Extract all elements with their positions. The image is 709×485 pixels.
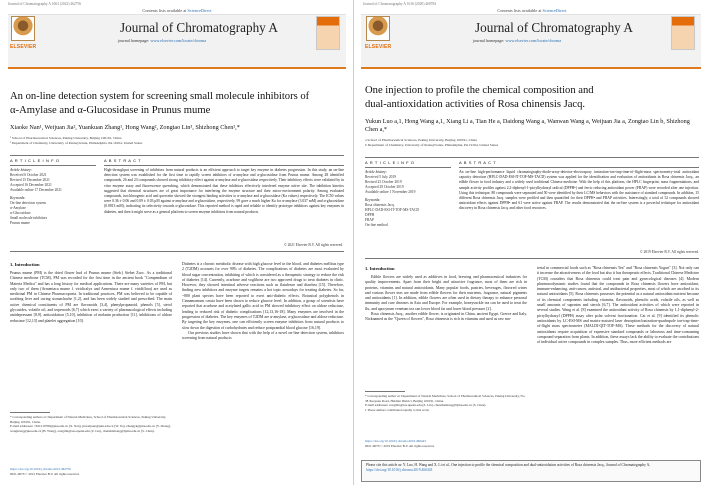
doi-link[interactable]: https://doi.org/10.1016/j.chroma.2019.460443 [365,439,426,443]
abstract-text: High-throughput screening of inhibitors from natural products is an efficient approach to target key enzyme in diabetes progression. In this study, an on-line detection system was established for the first time to rapidly screen inhibitors of α-amylase and α-glucosidase from Prunus mume. Among 28 identified compounds, 26 and 23 compounds showed strong inhibitory effect against α-amylase and α-glucosidase respectively. Their inhibitory effects were validated by in vitro enzyme assay and fluorescence quenching, which demonstrated that these inhibitors effectively interfered enzyme active site. The inhibition kinetics suggested that chemical structures are of great importance for interfering the enzyme structure and their micro-environment polarity. Among evaluated compounds, isochlorogenic acid and quercetin showed the strongest binding activities to α-amylase and α-glucosidase (Ka values) respectively. The IC50 values were 0.36 ± 0.06 and 0.09 ± 0.03 μM against α-amylase and α-glucosidase, respectively, 99 gave a much higher Ka for α-amylase (3.037 mM) and α-glucosidase (0.0813 mM), indicating its selectivity towards α-glucosidase. This reported method is rapid and reliable to identify prototype inhibitors against key enzymes in diabetes, and then it might serve as a general platform to screen enzyme inhibitors from natural products. [104,168,344,214]
journal-name: Journal of Chromatography A [475,20,633,35]
copyright: © 2021 Elsevier B.V. All rights reserved. [283,243,343,247]
elsevier-logo [365,16,391,50]
abstract-heading: A B S T R A C T [104,158,142,163]
article-title: One injection to profile the chemical composition and dual-antioxidation activities of Rosa chinensis Jacq. [365,85,594,110]
intro-column-2: Diabetes is a chronic metabolic disease with high glucose level in the blood, and diabetes mellitus type 2 (T2DM) accounts for over 90% of diabetes. The complications of diabetes are most evaluated by blood sugar concentration, inhibiting of which is considered as a therapeutic strategy to reduce the risk of diabetes [14]. Currently, acarbose and voglibose are two approved drugs to treat diabetes in clinic. However, they showed intestinal adverse reactions such as flatulence and diarrhea [15]. Therefore, finding new inhibitors and enzyme targets remains a hot topic nowadays for treating diabetes. So far, ~800 plant species have been reported to exert anti-diabetic effects. Botanical polyphenols in Cinnamomum cassia have been shown to reduce glucose level. In addition, a group of scientists have reported that acarbose and acetylated gallic acid in PM showed inhibitory effect on aldose reductase, leading to reduced risk of diabetic complications [12,13,16-18]. Many enzymes are involved in the progression of diabetes. The key enzymes of T2DM are α-amylase, α-glucosidase and aldose reductase. By targeting the key enzymes, one can efficiently screen enzyme inhibitors from natural products to slow down the digestion of carbohydrates and reduce postprandial blood glucose [16,19]. Our previous studies have shown that with the help of a novel on-line detection system, inhibitors screening from natural products [182,262,344,341]
journal-homepage-link[interactable]: www.elsevier.com/locate/chroma [505,38,562,43]
doi-footer: https://doi.org/10.1016/j.chroma.2019.460443 0021-9673/© 2019 Elsevier B.V. All rights reserved. [365,439,435,448]
author-list: Yukun Luo a,1, Hong Wang a,1, Xiang Li a, Tian He a, Daidong Wang a, Wanwan Wang a, Weijuan Jia a, Zongtao Lin b, Shizhong Chen a,* [365,118,690,133]
article-info: Article history: Received 5 July 2019 Revised 23 October 2019 Accepted 29 October 2019 Available online 1 November 2019 Keywords: Rosa chinensis Jacq. HPLC-DAD-ESI-IT-TOF-MS-TACD DPPH FRAP On-line method [365,170,420,227]
divider [365,167,451,168]
section-heading: 1. Introduction [10,262,40,267]
divider [365,157,699,158]
doi-link[interactable]: https://doi.org/10.1016/j.chroma.2021.462756 [10,467,71,471]
elsevier-tree-icon [11,16,35,41]
elsevier-tree-icon [366,16,390,41]
abstract-text: An on-line high-performance liquid chromatography-diode-array-detector-electrospray ionization-ion-trap-time-of-flight-mass spectrometry-total antioxidant capacity detection (HPLC-DAD-ESI-IT-TOF-MS-TACD) system was applied for the identification and evaluation of antioxidants in Rosa chinensis Jacq., an edible flower in food industry and a widely used traditional Chinese medicine. With the help of this platform, the HPLC fingerprint, mass fragmentations, and sample activity profiles against 2,2-diphenyl-1-picrylhydrazyl radical (DPPH•) and ferric reducing antioxidant power (FRAP) were recorded after one injection. Using this technique, 80 compounds were separated and 50 were identified by their LC/MS behaviors with the assistance of standard compounds. In addition, 15 different Rosa chinensis Jacq. samples were profiled and then quantified for their DPPH• and FRAP activities. Interestingly, a total of 52 compounds showed antioxidant effects against DPPH• and 61 were active against FRAP. The results demonstrated that the on-line system is a powerful technique for antioxidant discovery in Rosa chinensis Jacq. and other food resources. [459,170,699,211]
left-paper-page [0,0,354,485]
affiliations: ¹ School of Pharmaceutical Sciences, Peking University, Beijing 100191, China ² Department of Chemistry, University of Pennsylvania, Philadelphia, PA 19104, United States [10,136,143,145]
journal-homepage: journal homepage: www.elsevier.com/locate/chroma [118,38,207,43]
divider [104,165,344,166]
publisher-name: ELSEVIER [10,44,37,50]
footnotes: * Corresponding authors at: Department of Natural Medicines, School of Pharmaceutical Sciences, Peking University, Beijing 100191, China. E-mail addresses: 1811210780@pku.edu.cn (X. Nan), jiaweijuan@pku.edu.cn (W. Jia), zhangyk@pku.edu.cn (Y. Zhang), wanghong@pku.edu.cn (H. Wang), zongtlin@sas.upenn.edu (Z. Lin), chenshizhong@bjmu.edu.cn (S. Chen). [10,415,171,433]
citation-box: Please cite this article as: Y. Luo, H. Wang and X. Li et al., One injection to profile the chemical composition and dual-antioxidation activities of Rosa chinensis Jacq., Journal of Chromatography A, https://doi.org/10.1016/j.chroma.2019.460443 [361,460,701,482]
doi-footer: https://doi.org/10.1016/j.chroma.2021.462756 0021-9673/© 2021 Elsevier B.V. All rights reserved. [10,467,80,476]
journal-cover-thumbnail [671,16,695,50]
footnote-rule [365,391,405,392]
journal-cover-thumbnail [316,16,340,50]
intro-column-1: Prunus mume (PM) is the dried flower bud of Prunus mume (Sieb.) Siebet Zucc. As a traditional Chinese medicine (TCM), PM was recorded for the first time in the ancient book "Compendium of Materia Medica" and has a long history for medical applications. There are many varieties of PM, but only two of them (Armeniaca mume f. viridicalyx and Armeniaca mume f. viridiflora) are used as medicinal PM in Chinese Pharmacopoeia. In traditional practices, PM was believed to be capable of soothing liver and curing stomachache [1,2], and has been widely studied and prescribed. The main active chemical constituents of PM are flavonoids [3,4], phenylpropanoid, phenols [5], sterol glycosides, volatile oil, and terpenoids [6,7] which exert a variety of pharmacological effects including antidepressant [8,9], antioxidation [5,10], inhibition of melanin production [11], inhibitions of aldose reductase [12,13] and platelet aggregation [10]. [10,271,172,323]
article-title: An on-line detection system for screening small molecule inhibitors of α-Amylase and α-Glucosidase in Prunus mume [10,91,310,116]
contents-line: Contents lists available at ScienceDirect [497,8,567,13]
intro-column-1: Edible flowers are widely used as additives in food, brewing and pharmaceutical industries for quality improvements. Apart from their bright and attractive fragrance, most of them are rich in proteins, vitamins and natural antioxidants. Many popular foods, pastries, beverages, flavored wines and various flower teas are made from edible flowers for their nutrients, fragrance, natural pigments and antioxidants [1]. In addition, edible flowers are often used in dietary therapy to enhance personal immunity and cure diseases in Asia and Europe. For example, honeysuckle tea can be used to treat the flu, and apocynum venetum tea can lower blood fat and lower blood pressure [2]. Rosa chinensis Jacq., another edible flower, is originated in China, ancient Egypt, Greece and Italy. Nicknamed as the "Queen of flowers", Rosa chinensis is rich in vitamins and used as raw ma- [365,275,527,322]
publisher-name: ELSEVIER [365,44,392,50]
sciencedirect-link[interactable]: ScienceDirect [542,8,567,13]
divider [10,165,96,166]
journal-reference: Journal of Chromatography A 1616 (2020) 460784 [363,2,437,6]
journal-reference: Journal of Chromatography A 1663 (2022) 462756 [8,2,82,6]
article-info-heading: A R T I C L E I N F O [365,160,415,165]
divider [10,251,344,252]
divider [10,155,344,156]
journal-homepage: journal homepage: www.elsevier.com/locate/chroma [473,38,562,43]
divider [459,167,699,168]
journal-homepage-link[interactable]: www.elsevier.com/locate/chroma [150,38,207,43]
section-heading: 1. Introduction [365,266,395,271]
article-info: Article history: Received 6 October 2021 Revised 15 December 2021 Accepted 16 December 2021 Available online 17 December 2021 Keywords: On-line detection system α-Amylase α-Glucosidase Small molecule inhibitors Prunus mume [10,168,62,225]
elsevier-logo [10,16,36,50]
journal-name: Journal of Chromatography A [120,20,278,35]
footnotes: * Corresponding author at: Department of Natural Medicines, School of Pharmaceutical Sciences, Peking University, No. 38 Xueyuan Road, Haidian District, Beijing 100191, China. E-mail addresses: zongtlin@sas.upenn.edu (Z. Lin), chenshizhong@bjmu.edu.cn (S. Chen). 1 These authors contributed equally to this work. [365,394,526,412]
right-paper-page [355,0,709,485]
citation-doi-link[interactable]: https://doi.org/10.1016/j.chroma.2019.460443 [366,468,433,472]
intro-column-2: terial in commercial foods such as "Rosa chinensis Tea" and "Rosa chinensis Yogurt" [3]. Not only can it increase the attractiveness of the food but also it has therapeutic effects. Traditional Chinese Medicine (TCM) considers that Rosa chinensis could treat pain and gynecological diseases [4]. Modern pharmacodynamic studies found that the compounds in Rosa chinensis flowers have antioxidant, immune-enhancing, anti-cancer, antiviral, and antibacterial properties, most of which are ascribed to its natural antioxidants [5]. Rosa chinensis possesses the potential as a natural antioxidant nutrient because of its chemical components including vitamins, flavonoids, phenolic acids, volatile oils, as well as small amounts of saponins and sterols [6,7]. The antioxidant activities of which were reported in several studies. Wang et al. [8] examined the antioxidant activity of Rosa chinensis by 1,1-diphenyl-2-picrylhydrazyl (DPPH) assay after polar solvent fractionation. Cai et al. [9] identified its phenolic antioxidants by LC-ESI-MS and matrix-assisted laser desorption/ionization-quadrupole ion-trap-time-of-flight mass spectrometer (MALDI-QIT-TOF-MS). These methods for the discovery of natural antioxidants require acquisition of expensive standard compounds or laborious and time-consuming compound separation from plants. In addition, these assays lack the ability to evaluate the contributions of individual active compounds in complex samples. Thus, more efficient methods are [537,266,699,345]
divider [365,258,699,259]
contents-line: Contents lists available at ScienceDirect [142,8,212,13]
copyright: © 2019 Elsevier B.V. All rights reserved. [639,250,699,254]
affiliations: a School of Pharmaceutical Sciences, Peking University, Beijing 100191, China b Department of Chemistry, University of Pennsylvania, Philadelphia, PA 19104, United States [365,138,499,147]
article-info-heading: A R T I C L E I N F O [10,158,60,163]
sciencedirect-link[interactable]: ScienceDirect [187,8,212,13]
author-list: Xiaoke Nan¹, Weijuan Jia², Yuankuan Zhang¹, Hong Wang², Zongtao Lin³, Shizhong Chen¹,* [10,124,240,131]
abstract-heading: A B S T R A C T [459,160,497,165]
footnote-rule [10,412,50,413]
